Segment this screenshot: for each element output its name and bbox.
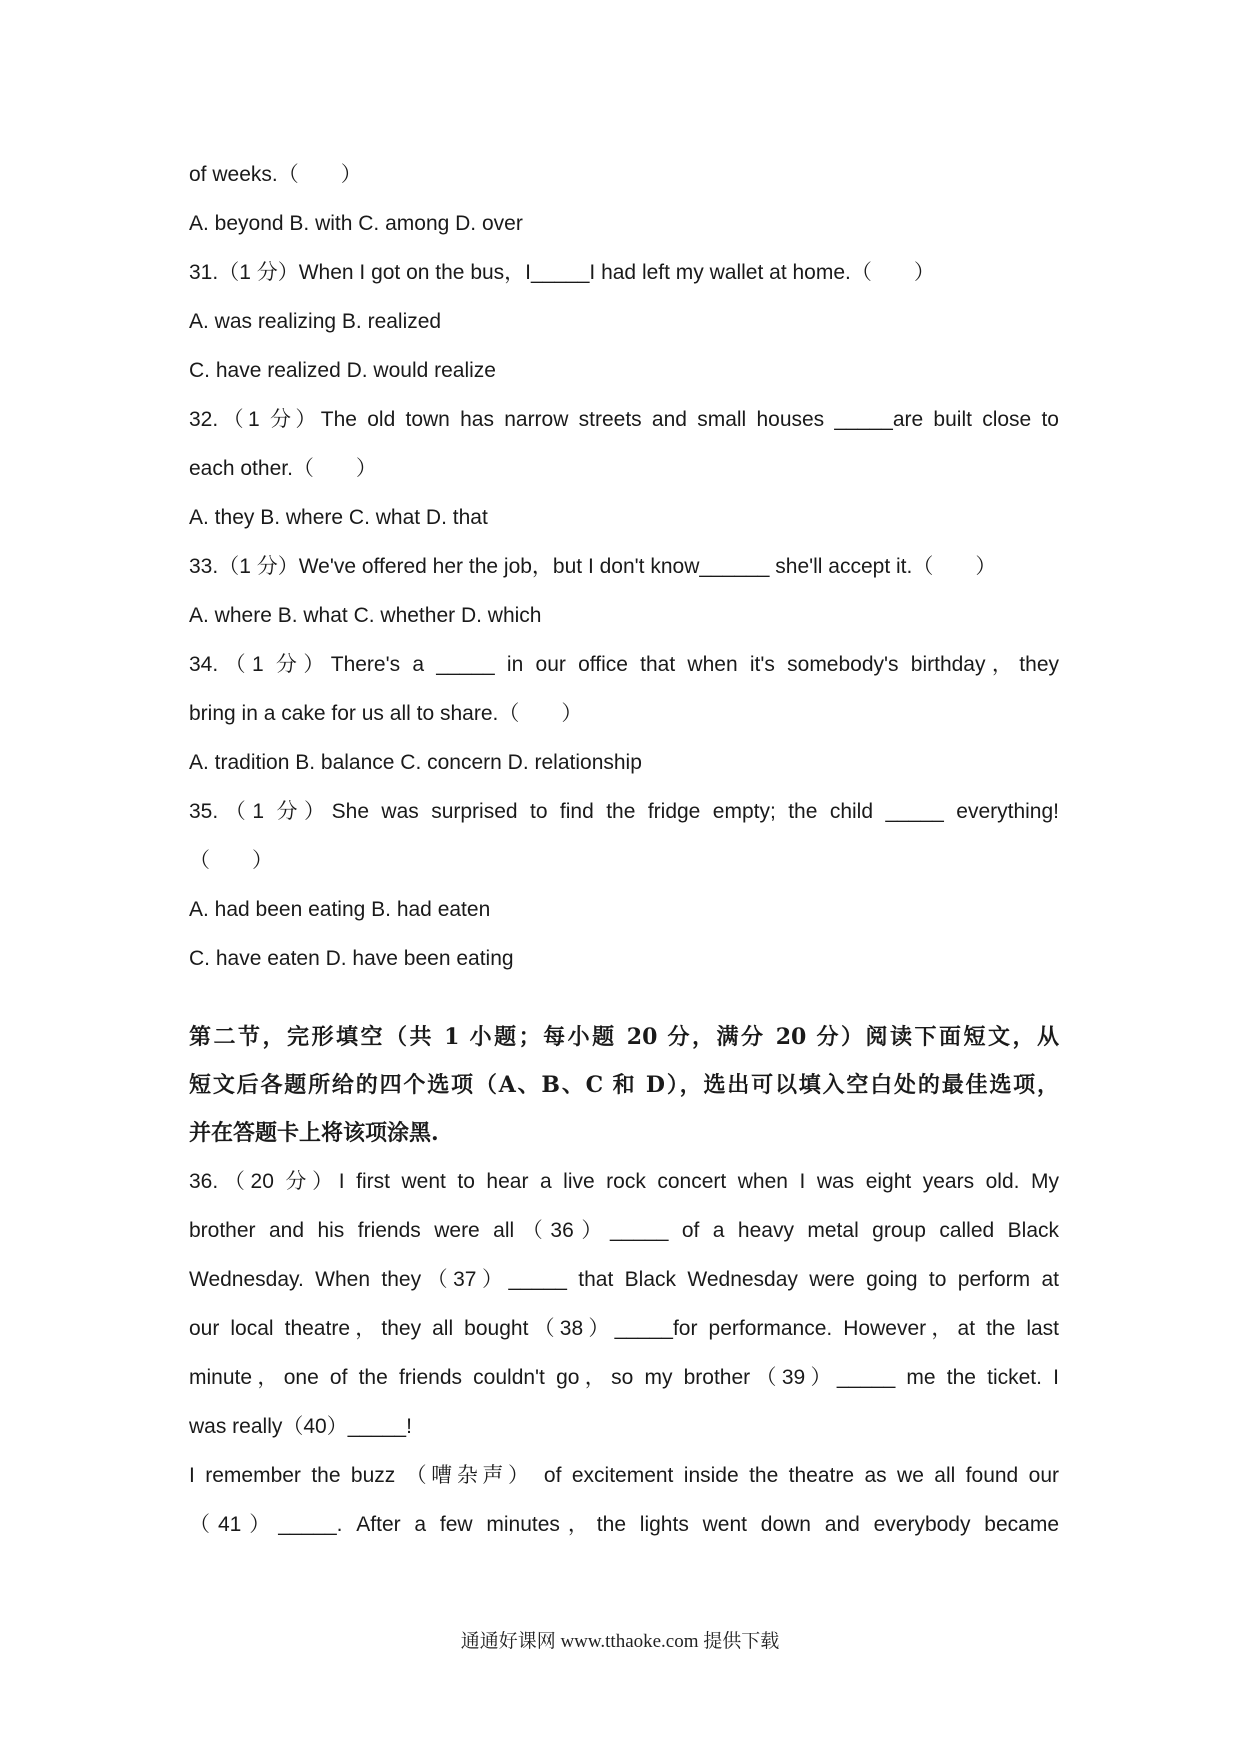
passage-line: Wednesday. When they（37）_____ that Black Wednesday were going to perform at [189,1268,1059,1291]
answer-options: A. where B. what C. whether D. which [189,604,542,627]
answer-options: C. have eaten D. have been eating [189,947,514,970]
question-text: bring in a cake for us all to share.（ ） [189,702,583,725]
section-heading: 并在答题卡上将该项涂黑. [189,1120,439,1146]
answer-options: A. tradition B. balance C. concern D. relationship [189,751,642,774]
page-footer: 通通好课网 www.tthaoke.com 提供下载 [460,1631,780,1652]
answer-options: A. they B. where C. what D. that [189,506,488,529]
answer-options: A. beyond B. with C. among D. over [189,212,523,235]
answer-options: A. had been eating B. had eaten [189,898,491,921]
section-heading: 第二节，完形填空（共 1 小题；每小题 20 分，满分 20 分）阅读下面短文，从 [189,1024,1059,1050]
passage-line: our local theatre，they all bought（38）_____for performance. However，at the last [189,1317,1059,1340]
question-34: 34.（1 分）There's a _____ in our office that when it's somebody's birthday，they [189,653,1059,676]
question-31: 31.（1 分）When I got on the bus，I_____I had left my wallet at home.（ ） [189,261,935,284]
passage-line: brother and his friends were all（36）_____ of a heavy metal group called Black [189,1219,1059,1242]
question-33: 33.（1 分）We've offered her the job，but I don't know______ she'll accept it.（ ） [189,555,997,578]
answer-options: A. was realizing B. realized [189,310,442,333]
passage-line: was really（40）_____! [189,1415,412,1438]
passage-line: I remember the buzz （嘈杂声） of excitement inside the theatre as we all found our [189,1464,1059,1487]
question-35: 35.（1 分）She was surprised to find the fridge empty; the child _____ everything! [189,800,1059,823]
document-page [189,150,1059,1549]
passage-line: （41）_____. After a few minutes，the lights went down and everybody became [189,1513,1059,1536]
answer-options: C. have realized D. would realize [189,359,496,382]
question-text: of weeks.（ ） [189,163,362,186]
passage-line: minute，one of the friends couldn't go，so my brother（39）_____ me the ticket. I [189,1366,1059,1389]
passage-line: 36.（20 分）I first went to hear a live rock concert when I was eight years old. My [189,1170,1059,1193]
question-text: （ ） [189,849,273,872]
question-32: 32.（1 分）The old town has narrow streets and small houses _____are built close to [189,408,1059,431]
question-text: each other.（ ） [189,457,377,480]
section-heading: 短文后各题所给的四个选项（A、B、C 和 D），选出可以填入空白处的最佳选项， [189,1072,1059,1098]
